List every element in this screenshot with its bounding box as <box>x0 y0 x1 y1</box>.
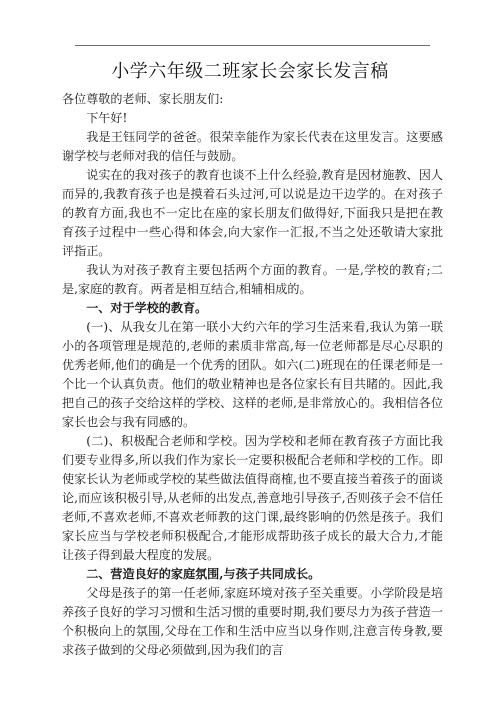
section-heading: 一、对于学校的教育。 <box>86 301 208 315</box>
paragraph: 下午好! <box>86 111 128 125</box>
paragraph: 说实在的我对孩子的教育也谈不上什么经验,教育是因材施教、因人而异的,我教育孩子也是摸着石头过河,可以说是边干边学的。在对孩子的教育方面,我也不一定比在座的家长朋友们做得好,下面我只是把在教育孩子过程中一些心得和体会,向大家作一汇报,不当之处还敬请大家批评指正。 <box>62 168 443 258</box>
header-rule <box>75 45 430 46</box>
document-title: 小学六年级二班家长会家长发言稿 <box>111 61 389 82</box>
section-heading: 二、营造良好的家庭氛围,与孩子共同成长。 <box>86 567 321 581</box>
paragraph: (一)、从我女儿在第一联小大约六年的学习生活来看,我认为第一联小的各项管理是规范的,老师的素质非常高,每一位老师都是尽心尽职的优秀老师,他们的确是一个优秀的团队。如六(二)班现在的任课老师是一个比一个认真负责。他们的敬业精神也是各位家长有目共睹的。因此,我把自己的孩子交给这样的学校、这样的老师,是非常放心的。我相信各位家长也会与我有同感的。 <box>62 320 443 429</box>
paragraph: (二)、积极配合老师和学校。因为学校和老师在教育孩子方面比我们要专业得多,所以我们作为家长一定要积极配合老师和学校的工作。即使家长认为老师或学校的某些做法值得商榷,也不要直接当着孩子的面谈论,而应该积极引导,从老师的出发点,善意地引导孩子,否则孩子会不信任老师,不喜欢老师,不喜欢老师教的这门课,最终影响的仍然是孩子。我们家长应当与学校老师积极配合,才能形成帮助孩子成长的最大合力,才能让孩子得到最大程度的发展。 <box>62 434 443 562</box>
paragraph: 各位尊敬的老师、家长朋友们: <box>62 92 224 106</box>
paragraph: 我是王钰同学的爸爸。很荣幸能作为家长代表在这里发言。这要感谢学校与老师对我的信任与鼓励。 <box>62 130 443 163</box>
document-body <box>62 90 443 660</box>
paragraph: 我认为对孩子教育主要包括两个方面的教育。一是,学校的教育;二是,家庭的教育。两者是相互结合,相辅相成的。 <box>62 263 443 296</box>
paragraph: 父母是孩子的第一任老师,家庭环境对孩子至关重要。小学阶段是培养孩子良好的学习习惯和生活习惯的重要时期,我们要尽力为孩子营造一个积极向上的氛围,父母在工作和生活中应当以身作则,注意言传身教,要求孩子做到的父母必须做到,因为我们的言 <box>62 586 443 657</box>
